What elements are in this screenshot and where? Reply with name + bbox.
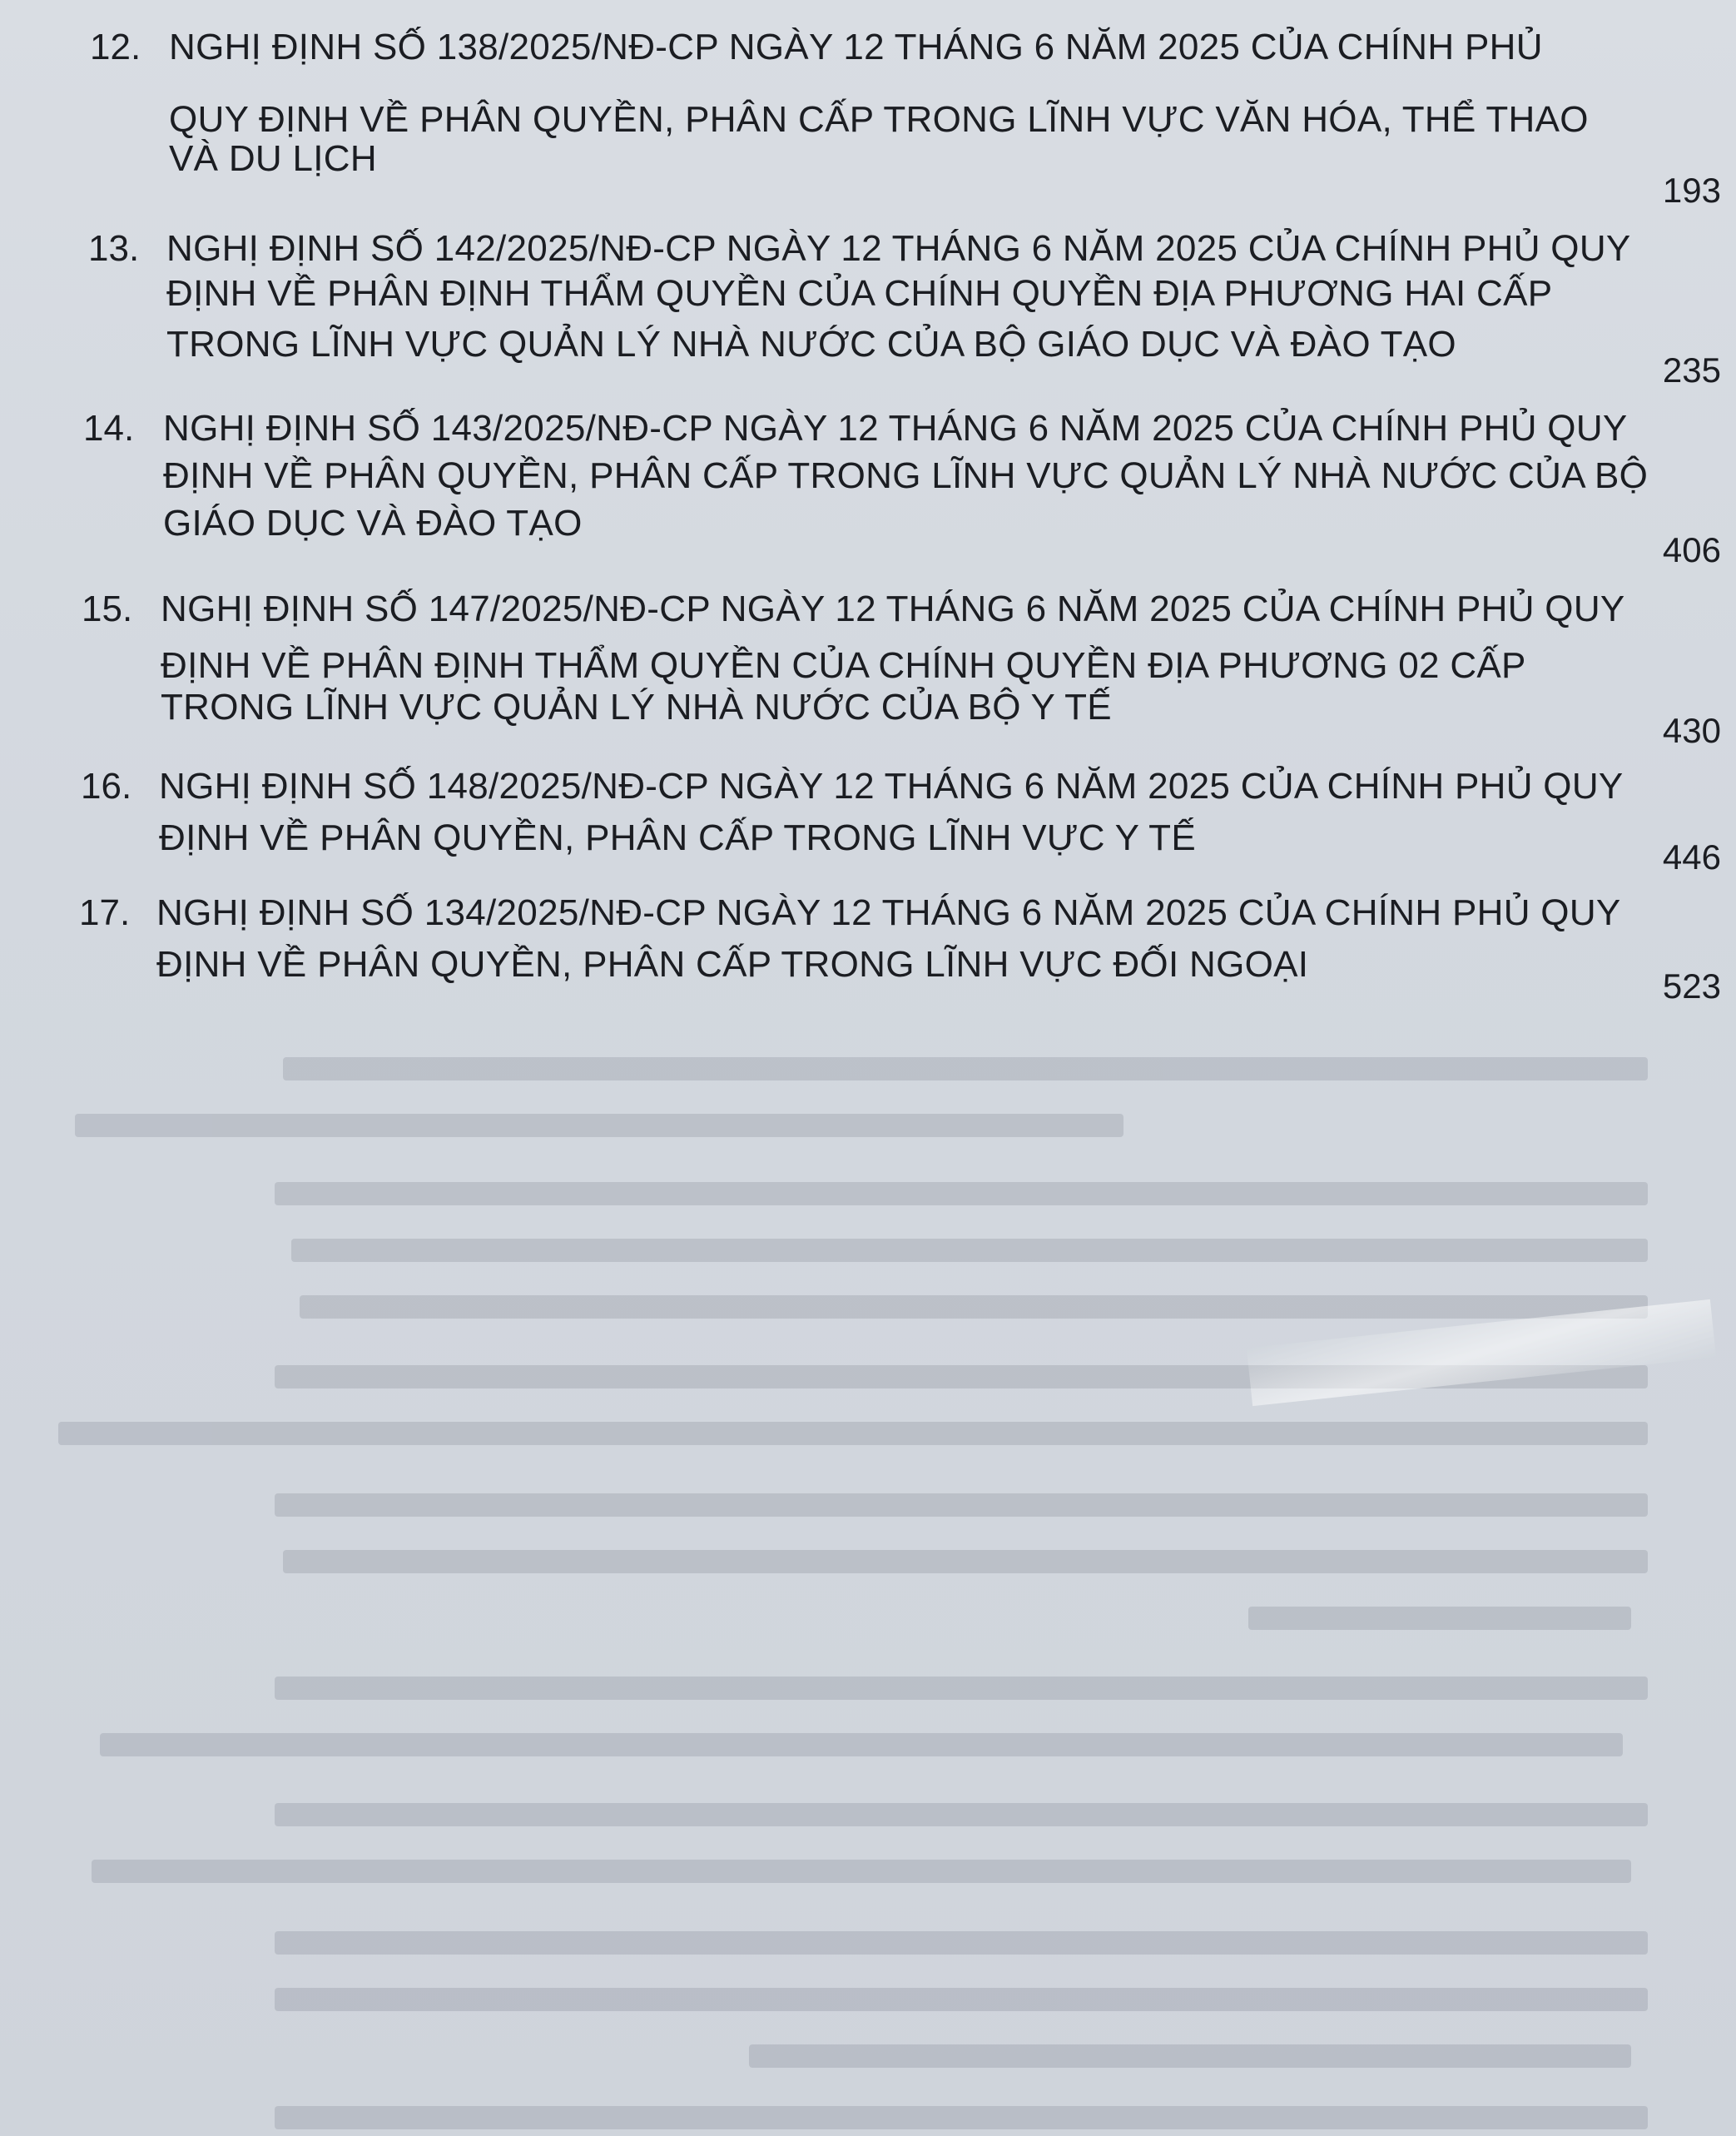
toc-entry-number: 17. (79, 892, 131, 933)
toc-page-number: 523 (1662, 966, 1721, 1006)
toc-entry-line: NGHỊ ĐỊNH SỐ 143/2025/NĐ-CP NGÀY 12 THÁNG 6 NĂM 2025 CỦA CHÍNH PHỦ QUY (163, 408, 1628, 449)
toc-entry-line: ĐỊNH VỀ PHÂN ĐỊNH THẨM QUYỀN CỦA CHÍNH QUYỀN ĐỊA PHƯƠNG HAI CẤP (166, 273, 1553, 314)
toc-entry-line: ĐỊNH VỀ PHÂN QUYỀN, PHÂN CẤP TRONG LĨNH VỰC QUẢN LÝ NHÀ NƯỚC CỦA BỘ (163, 455, 1649, 496)
toc-page-number: 430 (1662, 711, 1721, 750)
show-through-texture (0, 1024, 1736, 2136)
toc-entry-number: 12. (90, 27, 141, 67)
table-of-contents (0, 0, 1736, 1032)
toc-entry-line: ĐỊNH VỀ PHÂN QUYỀN, PHÂN CẤP TRONG LĨNH VỰC ĐỐI NGOẠI (156, 944, 1309, 985)
toc-page-number: 406 (1662, 530, 1721, 569)
toc-page-number: 193 (1662, 171, 1721, 210)
toc-entry-line: NGHỊ ĐỊNH SỐ 148/2025/NĐ-CP NGÀY 12 THÁNG 6 NĂM 2025 CỦA CHÍNH PHỦ QUY (159, 766, 1624, 807)
toc-page-number: 235 (1662, 350, 1721, 390)
toc-entry-line: TRONG LĨNH VỰC QUẢN LÝ NHÀ NƯỚC CỦA BỘ Y TẾ (161, 687, 1112, 728)
toc-entry-line: TRONG LĨNH VỰC QUẢN LÝ NHÀ NƯỚC CỦA BỘ GIÁO DỤC VÀ ĐÀO TẠO (166, 324, 1456, 365)
toc-entry-line: NGHỊ ĐỊNH SỐ 142/2025/NĐ-CP NGÀY 12 THÁNG 6 NĂM 2025 CỦA CHÍNH PHỦ QUY (166, 228, 1631, 269)
toc-entry-line: ĐỊNH VỀ PHÂN ĐỊNH THẨM QUYỀN CỦA CHÍNH QUYỀN ĐỊA PHƯƠNG 02 CẤP (161, 645, 1526, 686)
toc-entry-number: 16. (81, 766, 132, 807)
toc-page-number: 446 (1662, 837, 1721, 877)
toc-entry-number: 14. (83, 408, 135, 449)
toc-entry-number: 13. (88, 228, 140, 269)
toc-entry-line: NGHỊ ĐỊNH SỐ 138/2025/NĐ-CP NGÀY 12 THÁNG 6 NĂM 2025 CỦA CHÍNH PHỦ (169, 27, 1543, 67)
toc-entry-line: GIÁO DỤC VÀ ĐÀO TẠO (163, 503, 583, 544)
toc-entry-line: QUY ĐỊNH VỀ PHÂN QUYỀN, PHÂN CẤP TRONG LĨNH VỰC VĂN HÓA, THỂ THAO (169, 99, 1589, 140)
toc-entry-line: NGHỊ ĐỊNH SỐ 134/2025/NĐ-CP NGÀY 12 THÁNG 6 NĂM 2025 CỦA CHÍNH PHỦ QUY (156, 892, 1621, 933)
toc-entry-number: 15. (82, 589, 133, 629)
toc-entry-line: VÀ DU LỊCH (169, 138, 377, 179)
toc-entry-line: NGHỊ ĐỊNH SỐ 147/2025/NĐ-CP NGÀY 12 THÁNG 6 NĂM 2025 CỦA CHÍNH PHỦ QUY (161, 589, 1625, 629)
toc-entry-line: ĐỊNH VỀ PHÂN QUYỀN, PHÂN CẤP TRONG LĨNH VỰC Y TẾ (159, 817, 1196, 858)
